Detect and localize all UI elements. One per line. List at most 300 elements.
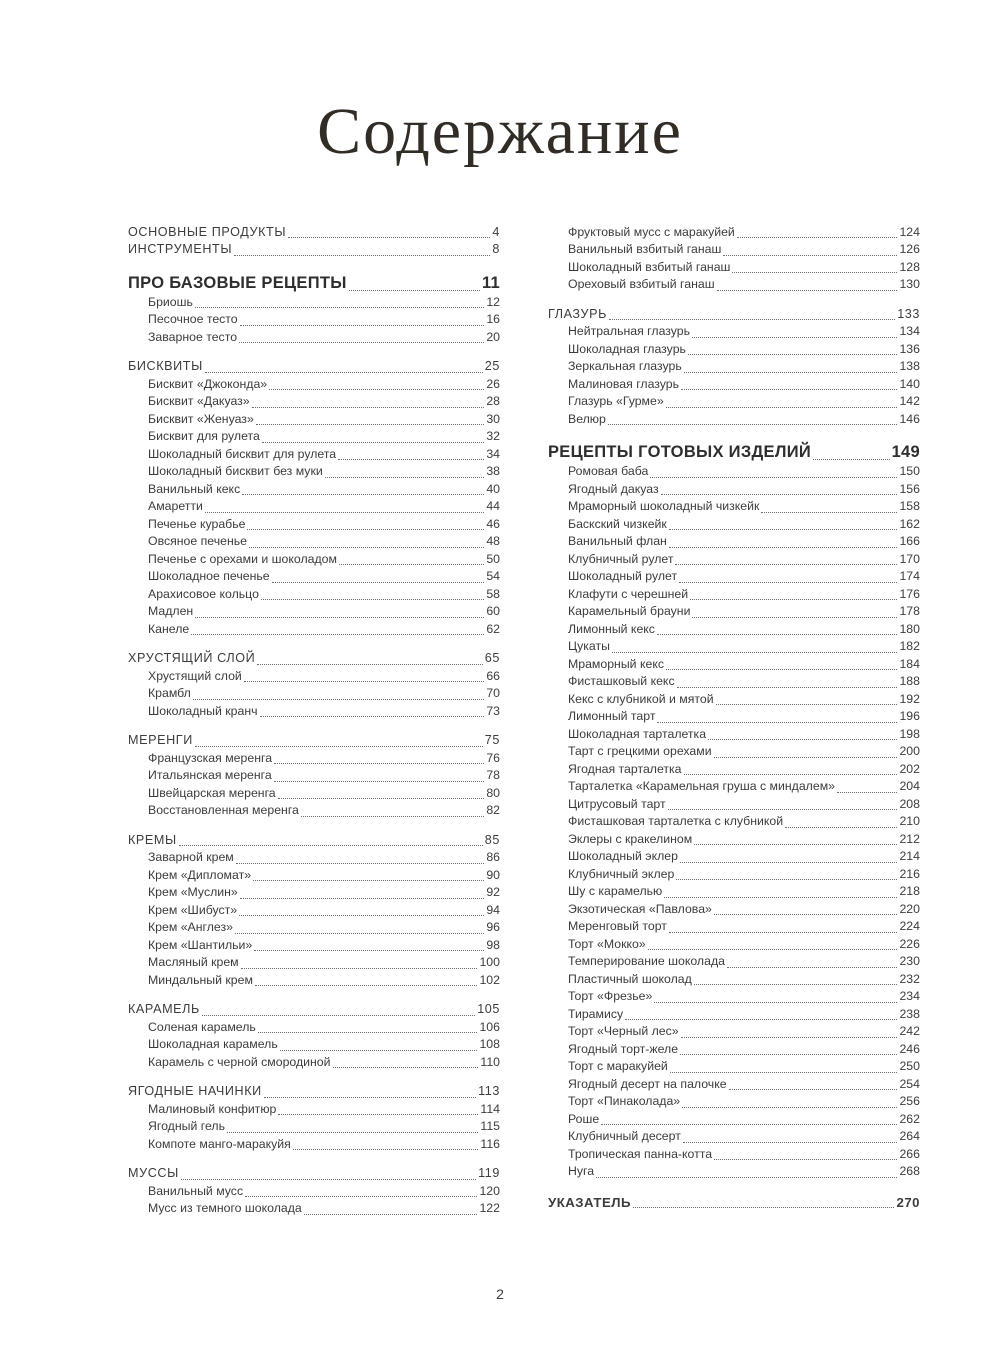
toc-entry	[128, 884, 500, 902]
toc-entry	[128, 294, 500, 312]
dotted-leader	[227, 1132, 478, 1133]
toc-entry-page: 188	[899, 674, 920, 689]
toc-entry-label: Нуга	[568, 1164, 595, 1179]
toc-entry-label: Клубничный эклер	[568, 866, 675, 881]
toc-heading	[128, 241, 500, 259]
toc-entry	[128, 1054, 500, 1072]
toc-column-right	[548, 224, 920, 1218]
toc-entry	[128, 481, 500, 499]
toc-entry	[548, 224, 920, 242]
dotted-leader	[813, 459, 890, 460]
dotted-leader	[716, 704, 898, 705]
toc-entry	[128, 867, 500, 885]
toc-entry	[128, 954, 500, 972]
toc-entry-page: 162	[899, 516, 920, 531]
toc-entry	[548, 393, 920, 411]
toc-entry	[128, 919, 500, 937]
toc-entry-page: 90	[486, 867, 500, 882]
toc-entry-page: 216	[899, 866, 920, 881]
toc-entry-label: Темперирование шоколада	[568, 954, 725, 969]
toc-entry-page: 102	[479, 972, 500, 987]
toc-entry-label: Соленая карамель	[148, 1019, 256, 1034]
toc-entry	[548, 988, 920, 1006]
toc-entry	[548, 1006, 920, 1024]
toc-entry	[128, 767, 500, 785]
toc-entry-page: 246	[899, 1041, 920, 1056]
toc-entry-label: Малиновая глазурь	[568, 376, 680, 391]
dotted-leader	[679, 582, 897, 583]
dotted-leader	[280, 1050, 478, 1051]
dotted-leader	[247, 529, 484, 530]
dotted-leader	[677, 687, 898, 688]
toc-entry-page: 73	[486, 703, 500, 718]
toc-entry-page: 256	[899, 1094, 920, 1109]
toc-entry-page: 146	[899, 411, 920, 426]
toc-entry-label: Компоте манго-маракуйя	[148, 1136, 291, 1151]
dotted-leader	[257, 664, 482, 665]
dotted-leader	[601, 1124, 897, 1125]
toc-entry-label: ХРУСТЯЩИЙ СЛОЙ	[128, 651, 256, 666]
toc-entry	[548, 241, 920, 259]
toc-entry-page: 106	[479, 1019, 500, 1034]
dotted-leader	[670, 1072, 898, 1073]
dotted-leader	[681, 389, 897, 390]
toc-entry-label: Шоколадный рулет	[568, 569, 678, 584]
toc-entry	[548, 936, 920, 954]
toc-entry-label: Ягодный дакуаз	[568, 481, 659, 496]
toc-entry	[548, 276, 920, 294]
toc-entry-page: 136	[899, 341, 920, 356]
toc-entry	[128, 621, 500, 639]
toc-entry-label: Заварной крем	[148, 850, 234, 865]
dotted-leader	[349, 290, 480, 291]
toc-entry-label: Бисквит «Дакуаз»	[148, 394, 250, 409]
toc-entry-label: Ванильный мусс	[148, 1183, 244, 1198]
toc-entry	[128, 703, 500, 721]
toc-entry-page: 262	[899, 1111, 920, 1126]
dotted-leader	[244, 681, 485, 682]
toc-entry	[128, 802, 500, 820]
toc-entry-page: 16	[486, 312, 500, 327]
toc-entry-page: 224	[899, 919, 920, 934]
toc-entry-label: Крамбл	[148, 686, 191, 701]
toc-entry-page: 62	[486, 621, 500, 636]
dotted-leader	[654, 1002, 897, 1003]
toc-entry-page: 242	[899, 1024, 920, 1039]
toc-entry-page: 210	[899, 814, 920, 829]
toc-entry-page: 184	[899, 656, 920, 671]
dotted-leader	[717, 290, 898, 291]
toc-entry-label: Велюр	[568, 411, 606, 426]
toc-entry	[128, 329, 500, 347]
dotted-leader	[732, 272, 897, 273]
toc-entry-label: Кекс с клубникой и мятой	[568, 691, 714, 706]
toc-heading	[128, 224, 500, 242]
dotted-leader	[255, 985, 478, 986]
dotted-leader	[737, 237, 898, 238]
dotted-leader	[339, 564, 484, 565]
toc-entry-page: 58	[486, 586, 500, 601]
toc-entry-label: Шу с карамелью	[568, 884, 663, 899]
dotted-leader	[680, 862, 898, 863]
dotted-leader	[325, 477, 485, 478]
toc-entry-label: ОСНОВНЫЕ ПРОДУКТЫ	[128, 224, 287, 239]
dotted-leader	[288, 237, 490, 238]
toc-entry	[548, 918, 920, 936]
dotted-leader	[625, 1019, 897, 1020]
toc-entry	[128, 1036, 500, 1054]
toc-entry	[548, 848, 920, 866]
toc-entry-label: Канеле	[148, 621, 190, 636]
toc-entry-page: 158	[899, 499, 920, 514]
dotted-leader	[675, 564, 897, 565]
toc-entry-label: Клубничный десерт	[568, 1129, 681, 1144]
toc-entry-page: 208	[899, 796, 920, 811]
toc-entry-label: Бисквит «Джоконда»	[148, 376, 268, 391]
toc-entry	[128, 685, 500, 703]
toc-entry-page: 156	[899, 481, 920, 496]
toc-entry	[548, 1163, 920, 1181]
toc-entry-label: Малиновый конфитюр	[148, 1101, 277, 1116]
toc-entry-label: Песочное тесто	[148, 312, 238, 327]
toc-entry-label: Шоколадный эклер	[568, 849, 678, 864]
toc-entry-label: Печенье с орехами и шоколадом	[148, 551, 337, 566]
dotted-leader	[608, 424, 898, 425]
toc-entry-label: Ореховый взбитый ганаш	[568, 277, 715, 292]
toc-entry-label: КРЕМЫ	[128, 832, 177, 847]
toc-entry-page: 130	[899, 277, 920, 292]
toc-entry-label: Тарталетка «Карамельная груша с миндалем»	[568, 779, 835, 794]
dotted-leader	[181, 1179, 476, 1180]
toc-entry-label: Тропическая панна-котта	[568, 1146, 713, 1161]
toc-entry-label: Фисташковый кекс	[568, 674, 675, 689]
toc-entry-page: 116	[480, 1136, 500, 1151]
page-number: 2	[496, 1286, 504, 1302]
toc-entry	[548, 533, 920, 551]
toc-column-left	[128, 224, 500, 1218]
dotted-leader	[195, 307, 484, 308]
toc-entry-label: Цитрусовый тарт	[568, 796, 666, 811]
toc-entry-label: Ванильный кекс	[148, 481, 241, 496]
dotted-leader	[258, 1032, 478, 1033]
dotted-leader	[253, 880, 484, 881]
toc-entry-label: Крем «Муслин»	[148, 885, 238, 900]
dotted-leader	[304, 1214, 478, 1215]
toc-entry-label: МУССЫ	[128, 1166, 179, 1181]
toc-entry-label: Торт «Мокко»	[568, 936, 646, 951]
toc-entry-label: Карамельный брауни	[568, 604, 691, 619]
dotted-leader	[261, 599, 484, 600]
toc-entry	[548, 376, 920, 394]
dotted-leader	[235, 933, 484, 934]
toc-entry-label: Роше	[568, 1111, 600, 1126]
dotted-leader	[714, 1159, 897, 1160]
toc-entry	[548, 726, 920, 744]
dotted-leader	[301, 816, 484, 817]
toc-entry-page: 212	[899, 831, 920, 846]
toc-entry-label: Клафути с черешней	[568, 586, 689, 601]
toc-entry	[128, 1136, 500, 1154]
toc-entry-page: 44	[486, 499, 500, 514]
toc-entry	[548, 411, 920, 429]
toc-entry-label: Ванильный взбитый ганаш	[568, 242, 722, 257]
dotted-leader	[256, 424, 485, 425]
dotted-leader	[293, 1149, 479, 1150]
dotted-leader	[682, 1107, 897, 1108]
toc-entry-label: Торт «Черный лес»	[568, 1024, 679, 1039]
toc-entry-label: Мраморный шоколадный чизкейк	[568, 499, 760, 514]
toc-entry	[128, 1019, 500, 1037]
toc-entry-label: Крем «Шантильи»	[148, 937, 253, 952]
toc-heading	[128, 1083, 500, 1101]
toc-entry	[128, 533, 500, 551]
toc-entry	[128, 1200, 500, 1218]
toc-entry-page: 134	[899, 324, 920, 339]
toc-entry-label: Шоколадный взбитый ганаш	[568, 259, 731, 274]
toc-entry-page: 92	[486, 885, 500, 900]
dotted-leader	[657, 722, 897, 723]
toc-entry-page: 124	[899, 224, 920, 239]
toc-entry-label: Шоколадная глазурь	[568, 341, 686, 356]
dotted-leader	[242, 494, 484, 495]
toc-entry-label: Меренговый торт	[568, 919, 667, 934]
toc-heading	[128, 732, 500, 750]
toc-entry-label: Шоколадный бисквит без муки	[148, 464, 323, 479]
toc-entry-label: Фисташковая тарталетка с клубникой	[568, 814, 784, 829]
dotted-leader	[202, 1015, 475, 1016]
toc-entry-page: 200	[899, 744, 920, 759]
toc-entry-page: 234	[899, 989, 920, 1004]
toc-entry	[548, 778, 920, 796]
toc-entry-page: 266	[899, 1146, 920, 1161]
toc-entry	[128, 937, 500, 955]
toc-columns	[0, 170, 1000, 1218]
toc-entry	[128, 428, 500, 446]
toc-heading	[128, 272, 500, 294]
toc-entry	[548, 341, 920, 359]
dotted-leader	[683, 1142, 898, 1143]
toc-entry-page: 30	[486, 411, 500, 426]
toc-entry-page: 4	[492, 224, 500, 239]
toc-entry	[128, 411, 500, 429]
toc-entry	[548, 796, 920, 814]
toc-entry-label: Мадлен	[148, 604, 194, 619]
toc-entry-label: ИНСТРУМЕНТЫ	[128, 242, 233, 257]
toc-entry-page: 126	[899, 242, 920, 257]
toc-entry-page: 86	[486, 850, 500, 865]
toc-entry	[128, 376, 500, 394]
toc-heading	[128, 650, 500, 668]
dotted-leader	[692, 337, 897, 338]
dotted-leader	[669, 932, 898, 933]
toc-entry-page: 70	[486, 686, 500, 701]
dotted-leader	[269, 389, 484, 390]
dotted-leader	[692, 617, 897, 618]
toc-entry-label: Цукаты	[568, 639, 610, 654]
dotted-leader	[661, 494, 898, 495]
dotted-leader	[727, 967, 898, 968]
toc-entry-label: Восстановленная меренга	[148, 803, 299, 818]
toc-entry-page: 204	[899, 779, 920, 794]
toc-entry	[548, 708, 920, 726]
toc-entry	[548, 516, 920, 534]
toc-entry-label: Торт с маракуйей	[568, 1059, 668, 1074]
toc-entry-page: 268	[899, 1164, 920, 1179]
toc-entry	[128, 311, 500, 329]
toc-entry-page: 108	[479, 1037, 500, 1052]
toc-entry-label: Миндальный крем	[148, 972, 253, 987]
dotted-leader	[333, 1067, 479, 1068]
toc-entry-label: Французская меренга	[148, 750, 273, 765]
toc-entry-page: 65	[484, 651, 500, 666]
dotted-leader	[609, 319, 895, 320]
toc-entry-page: 192	[899, 691, 920, 706]
toc-entry	[548, 638, 920, 656]
toc-entry	[548, 673, 920, 691]
toc-entry	[128, 1183, 500, 1201]
toc-entry	[128, 568, 500, 586]
dotted-leader	[633, 1207, 894, 1208]
toc-entry-label: Овсяное печенье	[148, 534, 248, 549]
toc-heading	[128, 1001, 500, 1019]
toc-entry-page: 25	[484, 359, 500, 374]
dotted-leader	[684, 774, 898, 775]
toc-entry-label: Зеркальная глазурь	[568, 359, 682, 374]
toc-entry	[548, 866, 920, 884]
dotted-leader	[195, 617, 484, 618]
dotted-leader	[668, 809, 898, 810]
dotted-leader	[193, 699, 484, 700]
toc-entry	[548, 1146, 920, 1164]
dotted-leader	[240, 898, 485, 899]
page-title: Содержание	[317, 95, 683, 168]
dotted-leader	[249, 547, 484, 548]
toc-heading	[548, 441, 920, 463]
toc-entry-label: РЕЦЕПТЫ ГОТОВЫХ ИЗДЕЛИЙ	[548, 443, 812, 462]
dotted-leader	[260, 716, 485, 717]
toc-entry-page: 34	[486, 446, 500, 461]
toc-entry	[128, 393, 500, 411]
toc-entry-label: КАРАМЕЛЬ	[128, 1002, 200, 1017]
dotted-leader	[278, 1114, 478, 1115]
dotted-leader	[650, 477, 897, 478]
toc-entry-page: 133	[897, 306, 920, 321]
dotted-leader	[694, 844, 897, 845]
toc-entry	[128, 1101, 500, 1119]
dotted-leader	[245, 1196, 477, 1197]
toc-entry-label: Баскский чизкейк	[568, 516, 667, 531]
toc-entry-page: 120	[479, 1183, 500, 1198]
dotted-leader	[837, 792, 897, 793]
toc-entry-page: 98	[486, 937, 500, 952]
toc-entry-page: 11	[481, 273, 500, 292]
toc-entry	[548, 1111, 920, 1129]
toc-entry-page: 96	[486, 920, 500, 935]
toc-entry-page: 100	[479, 955, 500, 970]
dotted-leader	[264, 1097, 476, 1098]
dotted-leader	[761, 512, 897, 513]
dotted-leader	[666, 669, 897, 670]
toc-entry-label: Нейтральная глазурь	[568, 324, 691, 339]
toc-entry-page: 142	[899, 394, 920, 409]
toc-entry-page: 238	[899, 1006, 920, 1021]
toc-entry-label: Хрустящий слой	[148, 668, 242, 683]
toc-entry	[128, 516, 500, 534]
dotted-leader	[234, 255, 490, 256]
dotted-leader	[612, 652, 898, 653]
toc-entry	[128, 750, 500, 768]
dotted-leader	[239, 342, 484, 343]
dotted-leader	[669, 547, 898, 548]
toc-entry	[548, 323, 920, 341]
toc-entry-page: 182	[899, 639, 920, 654]
dotted-leader	[676, 879, 897, 880]
toc-entry	[128, 785, 500, 803]
toc-entry-label: Карамель с черной смородиной	[148, 1054, 331, 1069]
dotted-leader	[179, 845, 483, 846]
toc-entry-page: 54	[486, 569, 500, 584]
toc-entry-label: Клубничный рулет	[568, 551, 674, 566]
toc-entry-page: 20	[486, 329, 500, 344]
toc-entry-page: 138	[899, 359, 920, 374]
dotted-leader	[262, 442, 484, 443]
toc-entry	[548, 656, 920, 674]
toc-entry-page: 128	[899, 259, 920, 274]
toc-entry	[548, 1058, 920, 1076]
toc-entry-page: 119	[478, 1166, 500, 1181]
dotted-leader	[239, 915, 484, 916]
toc-entry-page: 180	[899, 621, 920, 636]
dotted-leader	[785, 827, 897, 828]
toc-entry-page: 270	[896, 1194, 920, 1210]
toc-entry-page: 226	[899, 936, 920, 951]
dotted-leader	[195, 746, 483, 747]
toc-entry-page: 218	[899, 884, 920, 899]
toc-entry-page: 214	[899, 849, 920, 864]
toc-entry-label: Лимонный тарт	[568, 709, 656, 724]
dotted-leader	[274, 763, 484, 764]
dotted-leader	[714, 757, 898, 758]
toc-entry-page: 46	[486, 516, 500, 531]
dotted-leader	[694, 984, 898, 985]
toc-entry-label: Пластичный шоколад	[568, 971, 692, 986]
toc-entry-page: 75	[484, 733, 500, 748]
toc-entry-label: ПРО БАЗОВЫЕ РЕЦЕПТЫ	[128, 273, 347, 292]
toc-entry-page: 220	[899, 901, 920, 916]
toc-entry-label: Бисквит «Женуаз»	[148, 411, 254, 426]
dotted-leader	[690, 599, 897, 600]
toc-entry-page: 78	[486, 768, 500, 783]
toc-heading	[128, 1165, 500, 1183]
toc-entry-page: 85	[484, 832, 500, 847]
toc-entry-label: Ягодный торт-желе	[568, 1041, 679, 1056]
toc-entry	[548, 1128, 920, 1146]
toc-entry-page: 48	[486, 534, 500, 549]
toc-entry-page: 174	[899, 569, 920, 584]
toc-entry-label: Шоколадный бисквит для рулета	[148, 446, 337, 461]
toc-entry-label: Мусс из темного шоколада	[148, 1201, 302, 1216]
dotted-leader	[252, 407, 485, 408]
toc-entry	[548, 1023, 920, 1041]
toc-entry-label: Лимонный кекс	[568, 621, 655, 636]
toc-entry-page: 115	[480, 1119, 500, 1134]
dotted-leader	[729, 1089, 898, 1090]
dotted-leader	[338, 459, 484, 460]
toc-entry-label: УКАЗАТЕЛЬ	[548, 1194, 631, 1210]
toc-entry-label: Ягодный гель	[148, 1119, 225, 1134]
dotted-leader	[205, 512, 484, 513]
toc-entry	[548, 358, 920, 376]
